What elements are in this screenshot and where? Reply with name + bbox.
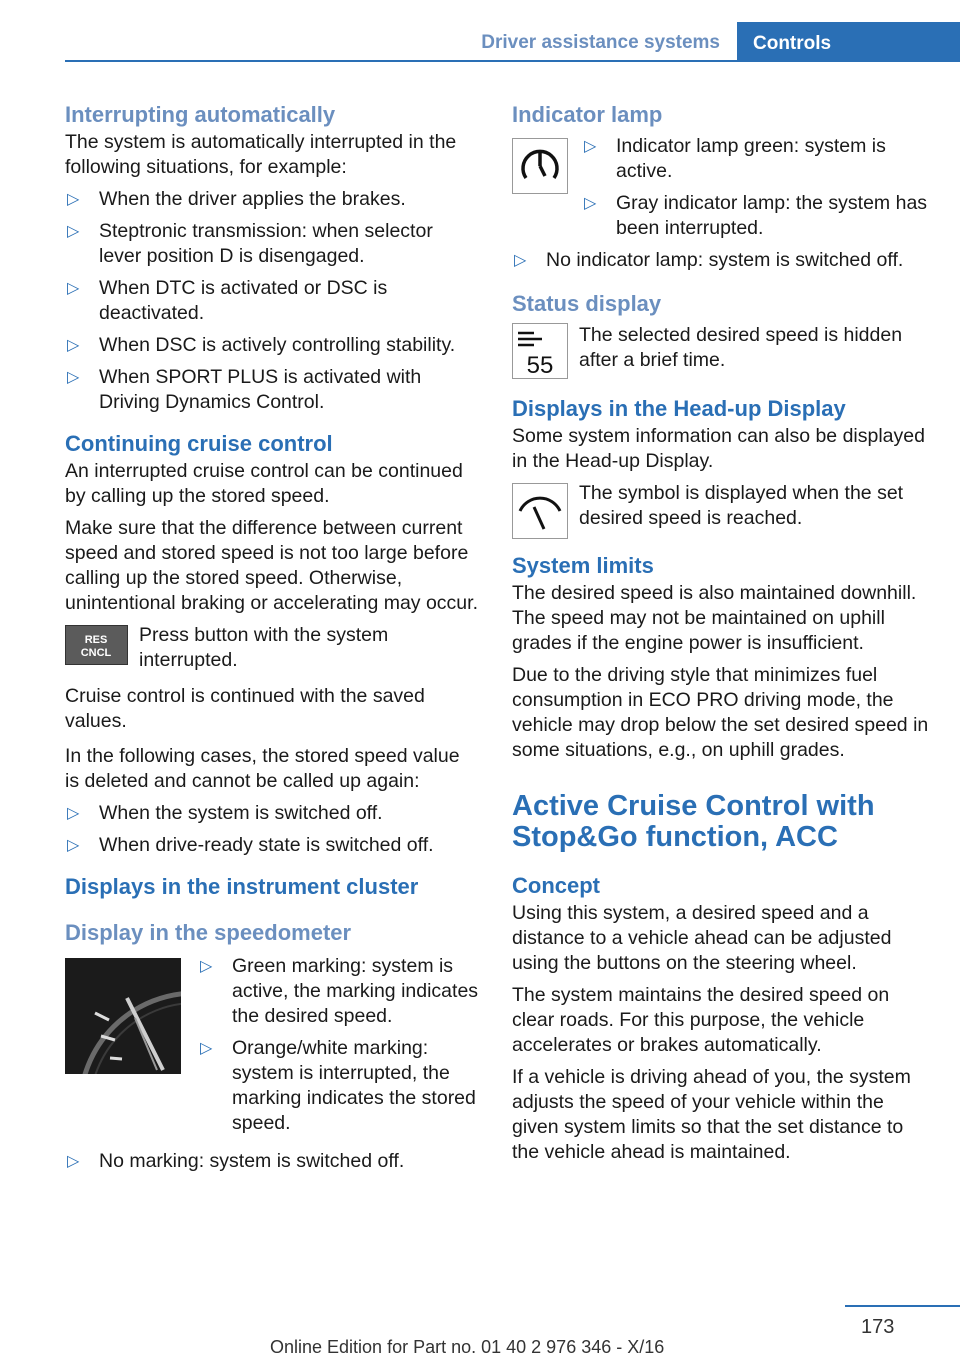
heading-indicator: Indicator lamp [512,102,663,127]
status-text: The selected desired speed is hidden after a brief time. [579,324,903,371]
heading-speedometer: Display in the speedometer [65,920,352,945]
bullet-triangle-icon: ▷ [67,191,80,208]
cruise-indicator-icon [512,138,568,194]
heading-concept: Concept [512,873,600,898]
svg-text:55: 55 [526,352,554,379]
continuing-p3: Cruise control is continued with the saved values. [65,685,425,732]
header-rule [65,60,960,62]
bullet-triangle-icon: ▷ [67,337,80,354]
list-item: ▷ When the driver applies the brakes. [67,188,406,210]
list-item: ▷ When DSC is actively controlling stability. [67,334,456,356]
indicator-list [582,134,932,248]
bullet-triangle-icon: ▷ [67,1153,80,1170]
bullet-triangle-icon: ▷ [67,805,80,822]
bullet-triangle-icon: ▷ [67,369,80,386]
list-item: ▷ Indicator lamp green: system is active. [584,135,886,182]
speedometer-image [65,958,181,1074]
list-item: ▷ No indicator lamp: system is switched off. [514,249,904,271]
status-55-icon [512,323,568,379]
header-section-title: Driver assistance systems [481,32,720,53]
page-number: 173 [861,1316,895,1338]
continuing-p4: In the following cases, the stored speed value is deleted and cannot be called up again: [65,745,460,792]
list-item: ▷ Orange/white marking: system is interrupted, the marking indicates the stored speed. [200,1037,476,1134]
continuing-p2: Make sure that the difference between current speed and stored speed is not too large before calling up the stored speed. Otherwise, unintentional braking or accelerating may occur. [65,517,478,614]
bullet-triangle-icon: ▷ [514,252,527,269]
footer-edition: Online Edition for Part no. 01 40 2 976 346 - X/16 [270,1337,665,1357]
hud-speed-reached-icon [512,483,568,539]
heading-continuing: Continuing cruise control [65,431,333,456]
bullet-triangle-icon: ▷ [200,958,213,975]
acc-p3: If a vehicle is driving ahead of you, the system adjusts the speed of your vehicle within the given system limits so that the set distance to the vehicle ahead is maintained. [512,1066,911,1163]
hud-p2: The symbol is displayed when the set desired speed is reached. [579,482,904,529]
limits-p1: The desired speed is also maintained downhill. The speed may not be maintained on uphill grades if the engine power is insufficient. [512,582,917,654]
bullet-triangle-icon: ▷ [67,280,80,297]
heading-cluster: Displays in the instrument cluster [65,874,419,899]
speedometer-list [198,954,479,1143]
hud-p1: Some system information can also be displayed in the Head-up Display. [512,425,925,472]
no-marking-list [65,1149,479,1174]
hud-row [512,481,932,539]
bullet-triangle-icon: ▷ [67,223,80,240]
indicator-row [512,134,932,248]
limits-p2: Due to the driving style that minimizes fuel consumption in ECO PRO driving mode, the vehicle may drop below the set desired speed in some situations, e.g., on uphill grades. [512,664,929,761]
bullet-triangle-icon: ▷ [200,1040,213,1057]
heading-interrupting: Interrupting automatically [65,102,336,127]
interrupting-list [65,187,479,415]
speedometer-row [65,954,479,1143]
heading-status: Status display [512,291,662,316]
interrupting-intro: The system is automatically interrupted in the following situations, for example: [65,131,457,178]
list-item: ▷ When DTC is activated or DSC is deactivated. [67,277,388,324]
res-button-row [65,623,479,680]
heading-hud: Displays in the Head-up Display [512,396,846,421]
res-cncl-button-icon [65,625,128,665]
list-item: ▷ No marking: system is switched off. [67,1150,405,1172]
acc-p1: Using this system, a desired speed and a distance to a vehicle ahead can be adjusted using the buttons on the steering wheel. [512,902,892,974]
right-column [512,100,932,1172]
list-item: ▷ When drive-ready state is switched off. [67,834,434,856]
heading-limits: System limits [512,553,654,578]
list-item: ▷ Gray indicator lamp: the system has been interrupted. [584,192,928,239]
svg-text:CNCL: CNCL [80,647,112,659]
svg-text:RES: RES [84,634,108,646]
acc-p2: The system maintains the desired speed on clear roads. For this purpose, the vehicle accelerates or brakes automatically. [512,984,890,1056]
list-item: ▷ Steptronic transmission: when selector lever position D is disengaged. [67,220,433,267]
footer-rule [845,1305,960,1307]
no-lamp-list [512,248,932,273]
list-item: ▷ Green marking: system is active, the marking indicates the desired speed. [200,955,479,1027]
list-item: ▷ When SPORT PLUS is activated with Driving Dynamics Control. [67,366,422,413]
header-tab-controls[interactable]: Controls [737,22,960,62]
bullet-triangle-icon: ▷ [584,195,597,212]
status-row [512,323,932,380]
acc-title: Active Cruise Control with Stop&Go function, ACC [512,790,875,853]
left-column [65,100,479,1181]
bullet-triangle-icon: ▷ [67,837,80,854]
bullet-triangle-icon: ▷ [584,138,597,155]
list-item: ▷ When the system is switched off. [67,802,383,824]
deleted-list [65,801,479,858]
res-button-text: Press button with the system interrupted. [139,624,389,671]
continuing-p1: An interrupted cruise control can be continued by calling up the stored speed. [65,460,463,507]
